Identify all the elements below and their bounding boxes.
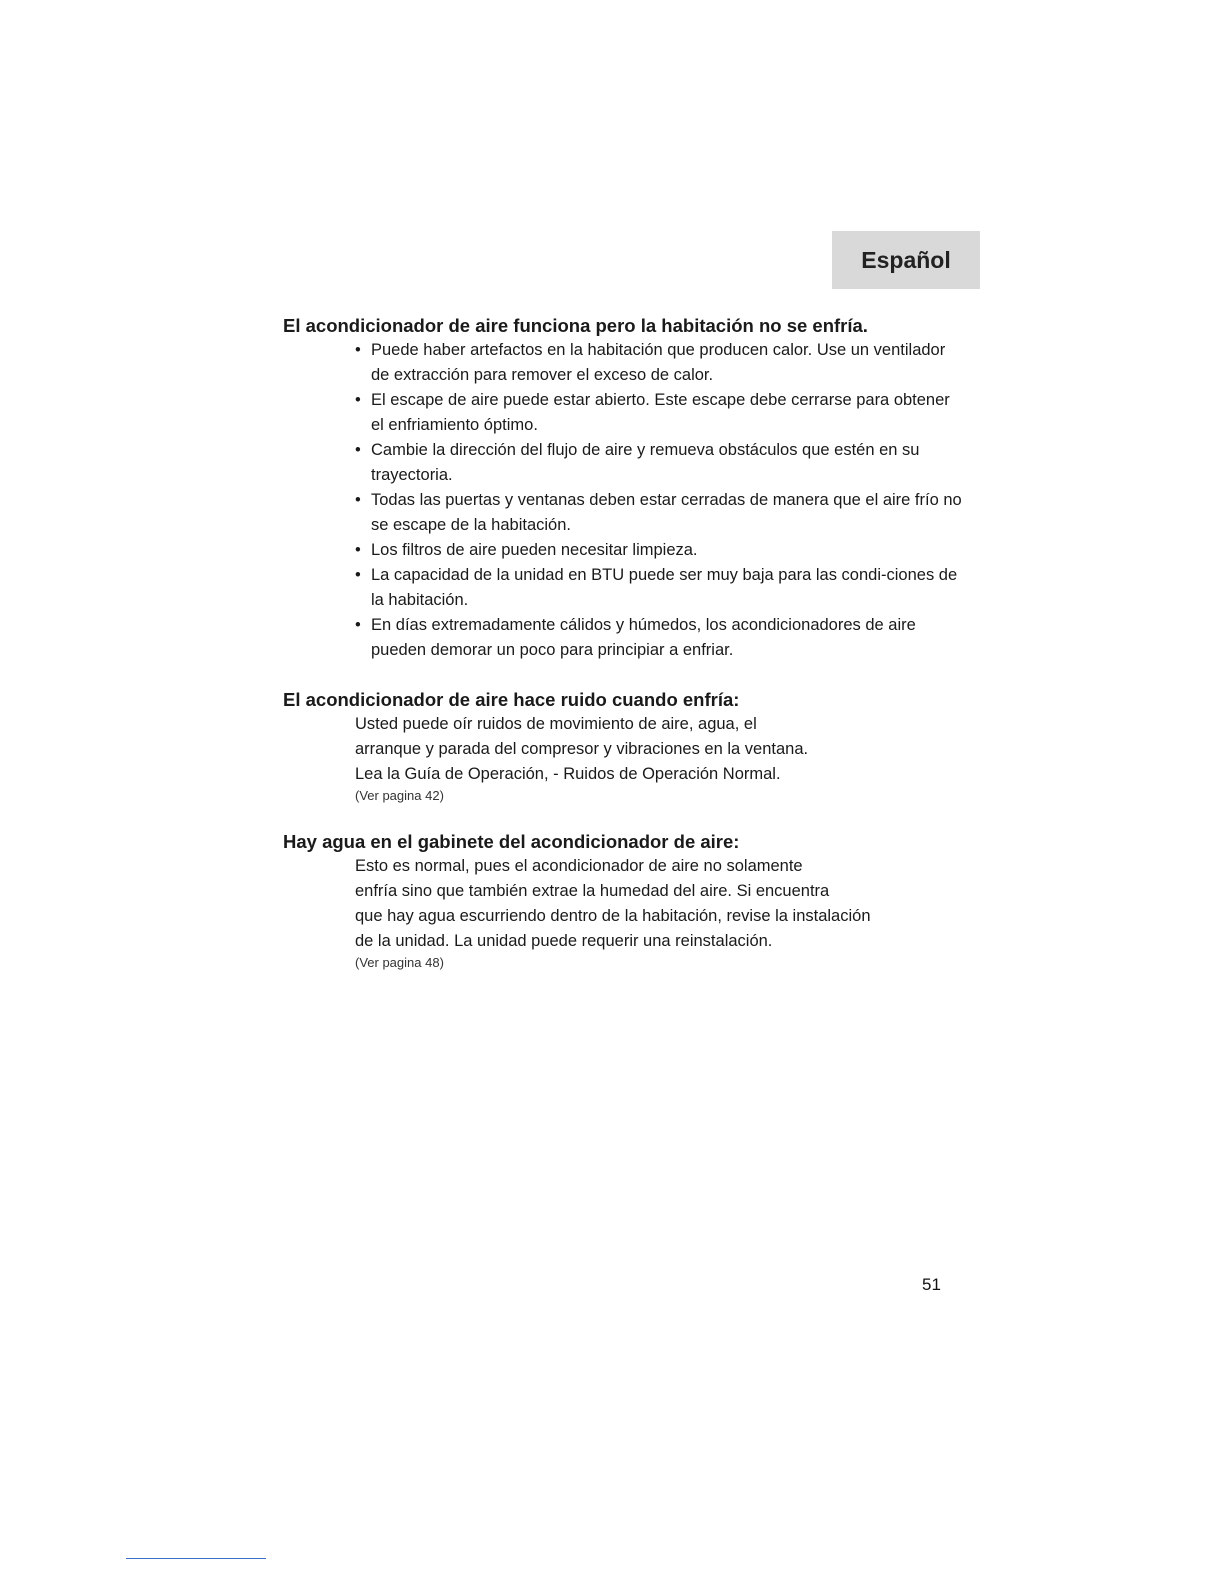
language-tab: Español [832, 231, 980, 289]
paragraph-line: Esto es normal, pues el acondicionador de aire no solamente [355, 857, 803, 875]
list-item: • Todas las puertas y ventanas deben estar cerradas de manera que el aire frío no se escape de la habitación. [355, 488, 963, 538]
section-noise-when-cooling [283, 687, 963, 805]
section-paragraph [283, 712, 963, 787]
list-item: • La capacidad de la unidad en BTU puede ser muy baja para las condi-ciones de la habitación. [355, 563, 963, 613]
paragraph-line: que hay agua escurriendo dentro de la habitación, revise la instalación [355, 907, 871, 925]
paragraph-line: arranque y parada del compresor y vibraciones en la ventana. [355, 740, 809, 758]
list-item: • Cambie la dirección del flujo de aire y remueva obstáculos que estén en su trayectoria. [355, 438, 963, 488]
page-reference: (Ver pagina 48) [355, 955, 444, 970]
paragraph-line: de la unidad. La unidad puede requerir una reinstalación. [355, 932, 773, 950]
section-heading: El acondicionador de aire funciona pero la habitación no se enfría. [283, 315, 868, 336]
section-heading: El acondicionador de aire hace ruido cuando enfría: [283, 689, 740, 710]
list-item: • El escape de aire puede estar abierto. Este escape debe cerrarse para obtener el enfriamiento óptimo. [355, 388, 963, 438]
section-paragraph [283, 854, 963, 954]
section-heading: Hay agua en el gabinete del acondicionador de aire: [283, 831, 740, 852]
paragraph-line: Usted puede oír ruidos de movimiento de aire, agua, el [355, 715, 757, 733]
troubleshooting-content [283, 313, 963, 972]
list-item: • Los filtros de aire pueden necesitar limpieza. [355, 538, 963, 563]
section-water-in-cabinet [283, 829, 963, 972]
section-room-not-cooling [283, 313, 963, 663]
paragraph-line: Lea la Guía de Operación, - Ruidos de Operación Normal. [355, 765, 781, 783]
bullet-list [283, 338, 963, 663]
page-number: 51 [922, 1275, 941, 1294]
paragraph-line: enfría sino que también extrae la humedad del aire. Si encuentra [355, 882, 830, 900]
footer-divider [126, 1558, 266, 1559]
list-item: • En días extremadamente cálidos y húmedos, los acondicionadores de aire pueden demorar un poco para principiar a enfriar. [355, 613, 963, 663]
list-item: • Puede haber artefactos en la habitación que producen calor. Use un ventilador de extracción para remover el exceso de calor. [355, 338, 963, 388]
page-reference: (Ver pagina 42) [355, 788, 444, 803]
